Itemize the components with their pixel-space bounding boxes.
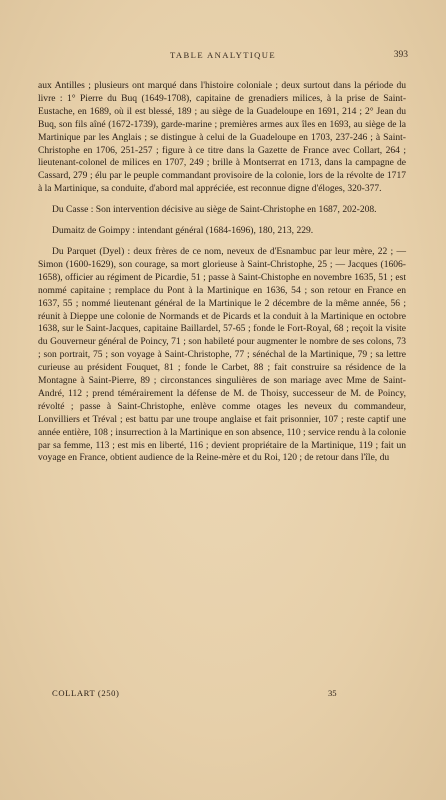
entry-text: Du Casse : Son intervention décisive au siège de Saint-Christophe en 1687, 202-208. — [52, 204, 377, 216]
page-header — [38, 50, 408, 66]
entry-text: Du Parquet (Dyel) : deux frères de ce nom, neveux de d'Esnambuc par leur mère, 22 ; — Simon (1600-1629), son courage, sa mort glorieuse à Saint-Christophe, 25 ; — Jacques (1606-1658), officier au régiment de Picardie, 51 ; passe à Saint-Chistophe en novembre 1635, 51 ; est nommé capitaine ; remplace du Pont à la Martinique en 1636, 54 ; son retour en France en 1637, 55 ; nommé lieutenant général de la Martinique le 2 décembre de la même année, 56 ; réunit à Dieppe une colonie de Normands et de Picards et la conduit à la Martinique en octobre 1638, sur le Saint-Jacques, capitaine Baillardel, 57-65 ; fonde le Fort-Royal, 68 ; reçoit la visite du Gouverneur général de Poincy, 71 ; son habileté pour augmenter le nombre de ses colons, 73 ; son portrait, 75 ; son voyage à Saint-Christophe, 77 ; sénéchal de la Martinique, 79 ; sa lettre curieuse au président Fouquet, 81 ; fonde le Carbet, 88 ; fait construire sa résidence de la Montagne à Saint-Pierre, 89 ; circonstances singulières de son mariage avec Mme de Saint-André, 112 ; prend témérairement la défense de M. de Thoisy, successeur de M. de Poincy, révolté ; passe à Saint-Christophe, enlève comme otages les neveux du commandeur, Lonvilliers et Tréval ; est battu par une troupe anglaise et fait prisonnier, 107 ; reste captif une année entière, 108 ; insurrection à la Martinique en son absence, 110 ; service rendu à la colonie par sa femme, 113 ; est mis en liberté, 116 ; devient propriétaire de la Martinique, 119 ; fait un voyage en France, obtient audience de la Reine-mère et du Roi, 120 ; de retour dans l'île, du — [38, 245, 406, 464]
running-title: TABLE ANALYTIQUE — [169, 50, 277, 60]
index-entry-dumaitz — [38, 225, 406, 238]
index-entry-continuation — [38, 80, 406, 196]
printer-signature: COLLART (250) — [52, 688, 120, 698]
entry-text: aux Antilles ; plusieurs ont marqué dans l'histoire coloniale ; deux surtout dans la période du livre : 1° Pierre du Buq (1649-1708), capitaine de grenadiers milices, à la prise de Saint-Eustache, en 1689, où il est blessé, 189 ; au siège de la Guadeloupe en 1691, 214 ; 2° Jean du Buq, son fils aîné (1672-1739), garde-marine ; premières armes aux îles en 1693, au siège de la Martinique par les Anglais ; se distingue à celui de la Guadeloupe en 1703, 237-246 ; à Saint-Christophe en 1706, 251-257 ; figure à ce titre dans la Gazette de France avec Collart, 264 ; lieutenant-colonel de milices en 1707, 249 ; brille à Montserrat en 1713, dans la campagne de Cassard, 279 ; élu par le peuple commandant provisoire de la colonie, lors de la révolte de 1717 à la Martinique, sa conduite, d'abord mal appréciée, est reconnue digne d'éloges, 320-377. — [38, 80, 406, 195]
page-number: 393 — [393, 50, 408, 60]
index-entry-du-parquet — [38, 246, 406, 465]
index-body — [38, 80, 406, 473]
sheet-signature: 35 — [328, 688, 337, 698]
page-footer — [38, 688, 406, 702]
index-entry-du-casse — [38, 204, 406, 217]
entry-text: Dumaitz de Goimpy : intendant général (1684-1696), 180, 213, 229. — [52, 225, 314, 237]
